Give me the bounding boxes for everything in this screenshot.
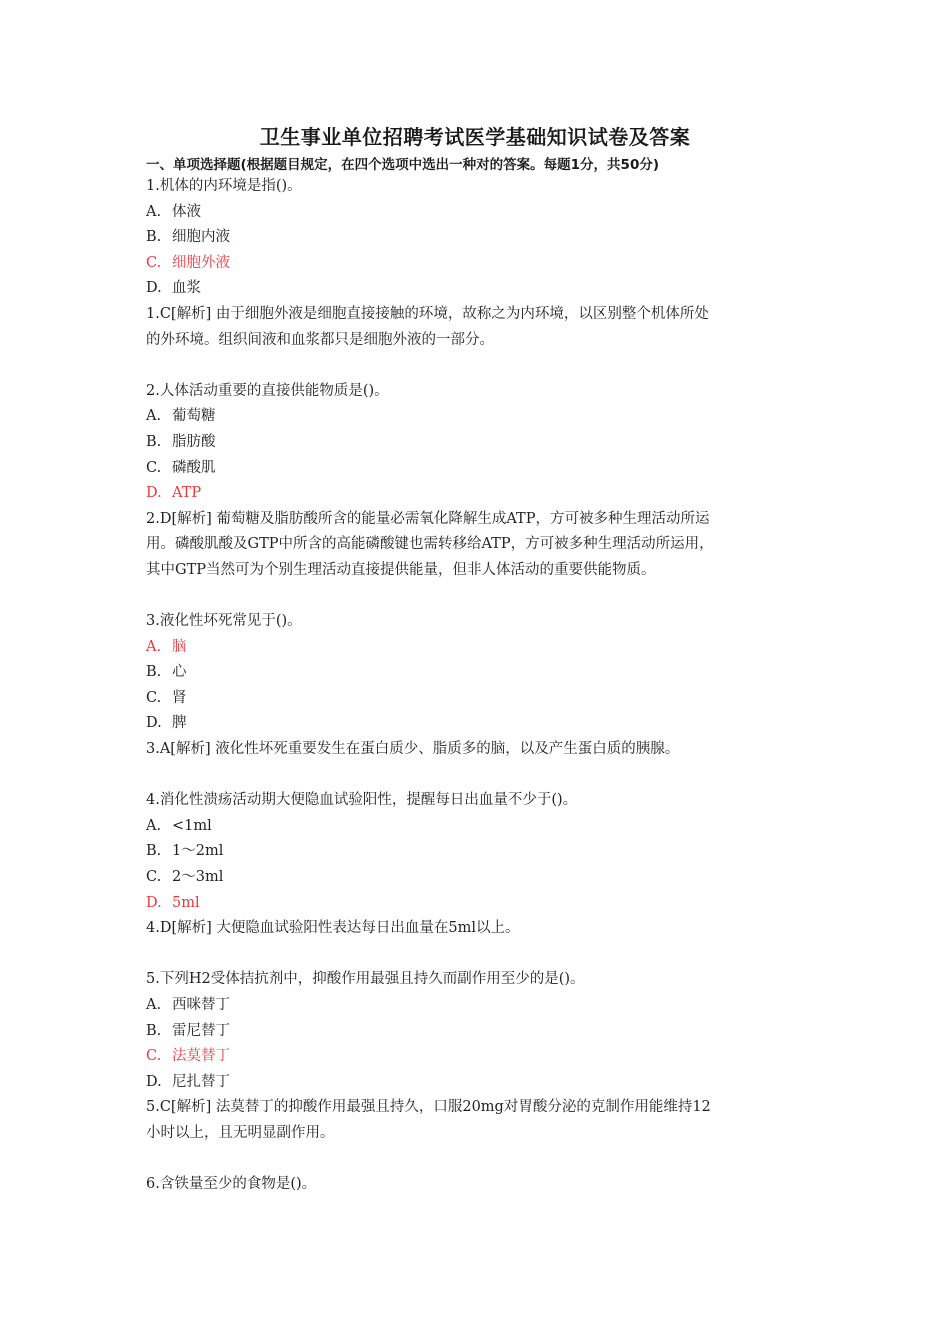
question-stem: 6.含铁量至少的食物是()。 <box>146 1176 317 1193</box>
option-letter: C. <box>146 254 162 271</box>
option <box>146 839 806 865</box>
option-letter: B. <box>146 843 162 860</box>
option-text: 1～2ml <box>172 843 224 860</box>
option-letter: B. <box>146 664 162 681</box>
question-block <box>146 1172 806 1198</box>
option-text: 2～3ml <box>172 869 224 886</box>
option <box>146 276 806 302</box>
correct-option <box>146 481 806 507</box>
question-stem: 3.液化性坏死常见于()。 <box>146 613 302 630</box>
option-letter: B. <box>146 433 162 450</box>
option <box>146 711 806 737</box>
option-text: 脑 <box>172 638 187 655</box>
option-text: 葡萄糖 <box>172 408 216 425</box>
option <box>146 660 806 686</box>
option-text: 细胞内液 <box>172 229 230 246</box>
spacer <box>146 353 806 379</box>
correct-option <box>146 251 806 277</box>
option-text: 脾 <box>172 715 187 732</box>
question-stem: 2.人体活动重要的直接供能物质是()。 <box>146 382 389 399</box>
option-text: 血浆 <box>172 280 201 297</box>
question-block <box>146 967 806 1146</box>
option-letter: D. <box>146 485 162 502</box>
answer-analysis-line: 2.D[解析] 葡萄糖及脂肪酸所含的能量必需氧化降解生成ATP，方可被多种生理活动所运 <box>146 510 710 527</box>
option-letter: B. <box>146 229 162 246</box>
option-letter: D. <box>146 280 162 297</box>
correct-option <box>146 1044 806 1070</box>
spacer <box>146 942 806 968</box>
answer-analysis-line: 1.C[解析] 由于细胞外液是细胞直接接触的环境，故称之为内环境，以区别整个机体所处 <box>146 305 709 322</box>
option <box>146 430 806 456</box>
question-stem: 1.机体的内环境是指()。 <box>146 178 302 194</box>
option <box>146 993 806 1019</box>
correct-option <box>146 635 806 661</box>
option-letter: C. <box>146 1048 162 1065</box>
spacer <box>146 584 806 610</box>
option <box>146 200 806 226</box>
answer-analysis-line: 的外环境。组织间液和血浆都只是细胞外液的一部分。 <box>146 331 494 348</box>
question-stem: 5.下列H2受体拮抗剂中，抑酸作用最强且持久而副作用至少的是()。 <box>146 971 585 988</box>
option <box>146 1070 806 1096</box>
option-text: 磷酸肌 <box>172 459 216 476</box>
spacer <box>146 1147 806 1173</box>
document-title: 卫生事业单位招聘考试医学基础知识试卷及答案 <box>259 125 691 149</box>
question-block <box>146 379 806 584</box>
option-text: 体液 <box>172 203 201 220</box>
option-letter: A. <box>146 638 162 655</box>
option-text: 细胞外液 <box>172 254 230 271</box>
option <box>146 814 806 840</box>
answer-analysis-line: 其中GTP当然可为个别生理活动直接提供能量，但非人体活动的重要供能物质。 <box>146 561 656 578</box>
option-letter: C. <box>146 459 162 476</box>
option-text: 脂肪酸 <box>172 433 216 450</box>
option-text: 西咪替丁 <box>172 997 230 1013</box>
answer-analysis-line: 小时以上，且无明显副作用。 <box>146 1124 335 1141</box>
option-letter: A. <box>146 203 162 220</box>
question-stem: 4.消化性溃疡活动期大便隐血试验阳性，提醒每日出血量不少于()。 <box>146 792 578 809</box>
option <box>146 686 806 712</box>
option-text: ATP <box>172 485 202 502</box>
option <box>146 1019 806 1045</box>
option-text: <1ml <box>172 817 212 834</box>
option-text: 肾 <box>172 689 187 706</box>
question-block <box>146 174 806 353</box>
option-text: 雷尼替丁 <box>172 1022 230 1039</box>
answer-analysis-line: 3.A[解析] 液化性坏死重要发生在蛋白质少、脂质多的脑，以及产生蛋白质的胰腺。 <box>146 741 680 758</box>
answer-analysis-line: 4.D[解析] 大便隐血试验阳性表达每日出血量在5ml以上。 <box>146 920 520 937</box>
answer-analysis-line: 5.C[解析] 法莫替丁的抑酸作用最强且持久，口服20mg对胃酸分泌的克制作用能维持12 <box>146 1099 711 1116</box>
option-text: 心 <box>172 664 187 681</box>
option-letter: D. <box>146 1073 162 1090</box>
option-letter: A. <box>146 408 162 425</box>
option-text: 5ml <box>172 894 200 911</box>
option-text: 法莫替丁 <box>172 1048 230 1065</box>
option-letter: A. <box>146 997 162 1013</box>
option-letter: D. <box>146 894 162 911</box>
spacer <box>146 763 806 789</box>
question-block <box>146 609 806 763</box>
option-letter: D. <box>146 715 162 732</box>
option <box>146 865 806 891</box>
option <box>146 456 806 482</box>
option-letter: C. <box>146 689 162 706</box>
question-list <box>146 174 806 1198</box>
option-text: 尼扎替丁 <box>172 1073 230 1090</box>
option <box>146 225 806 251</box>
option <box>146 404 806 430</box>
question-block <box>146 788 806 942</box>
option-letter: C. <box>146 869 162 886</box>
answer-analysis-line: 用。磷酸肌酸及GTP中所含的高能磷酸键也需转移给ATP，方可被多种生理活动所运用， <box>146 536 714 553</box>
option-letter: B. <box>146 1022 162 1039</box>
section-heading: 一、单项选择题(根据题目规定，在四个选项中选出一种对的答案。每题1分，共50分) <box>146 157 660 173</box>
correct-option <box>146 891 806 917</box>
option-letter: A. <box>146 817 162 834</box>
